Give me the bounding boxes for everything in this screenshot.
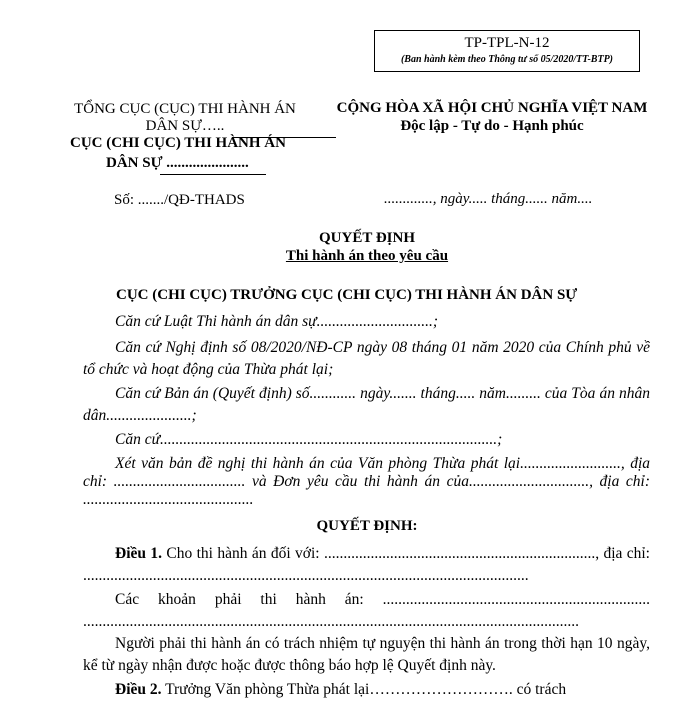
agency-parent-line1: TỔNG CỤC (CỤC) THI HÀNH ÁN: [74, 101, 296, 117]
payables-paragraph: [83, 589, 650, 633]
decision-number: Số: ......./QĐ-THADS: [114, 192, 245, 208]
legal-basis-4: [83, 429, 650, 451]
legal-basis-3-text: Căn cứ Bản án (Quyết định) số............ ngày....... tháng..... năm......... của Tòa án nhân dân......................;: [83, 385, 650, 424]
issuing-authority: CỤC (CHI CỤC) TRƯỞNG CỤC (CHI CỤC) THI HÀNH ÁN DÂN SỰ: [116, 287, 578, 303]
legal-basis-1: [83, 311, 650, 333]
agency-parent-line2: DÂN SỰ…..: [145, 118, 225, 134]
document-subtitle-text: Thi hành án theo yêu cầu: [285, 248, 449, 264]
legal-basis-3: [83, 383, 650, 427]
obligation-text: Người phải thi hành án có trách nhiệm tự nguyện thi hành án trong thời hạn 10 ngày, kể từ ngày nhận được hoặc được thông báo hợp lệ Quyết định này.: [83, 635, 650, 674]
legal-basis-2-text: Căn cứ Nghị định số 08/2020/NĐ-CP ngày 08 tháng 01 năm 2020 của Chính phủ về tổ chức và hoạt động của Thừa phát lại;: [83, 339, 650, 378]
legal-basis-1-text: Căn cứ Luật Thi hành án dân sự..............................;: [115, 313, 439, 330]
form-issuance-note: (Ban hành kèm theo Thông tư số 05/2020/TT-BTP): [400, 54, 614, 65]
agency-name-underline: [160, 174, 266, 175]
agency-name-line2: DÂN SỰ ......................: [106, 155, 249, 171]
agency-name-line1: CỤC (CHI CỤC) THI HÀNH ÁN: [70, 135, 286, 151]
article-2: [83, 679, 650, 701]
national-motto: Độc lập - Tự do - Hạnh phúc: [400, 118, 584, 134]
decision-date: ............., ngày..... tháng...... năm....: [384, 191, 593, 207]
decision-heading: QUYẾT ĐỊNH:: [316, 518, 418, 534]
form-code: TP-TPL-N-12: [464, 35, 550, 51]
payables-text: Các khoản phải thi hành án: ..................................................................... ................................................................................................................................: [83, 591, 650, 630]
legal-basis-2: [83, 337, 650, 381]
legal-basis-5-text: Xét văn bản đề nghị thi hành án của Văn phòng Thừa phát lại.........................., địa chỉ: .................................. và Đơn yêu cầu thi hành án của..............................., địa chỉ: ............................................: [83, 455, 650, 508]
article-2-label: Điều 2.: [115, 681, 162, 698]
article-1-text: Cho thi hành án đối với: ......................................................................, địa chỉ: ...................................................................................................................: [83, 545, 650, 584]
article-1-label: Điều 1.: [115, 545, 162, 562]
legal-basis-5: [83, 455, 650, 509]
article-1: [83, 543, 650, 587]
document-title: QUYẾT ĐỊNH: [319, 230, 415, 246]
article-2-text: Trưởng Văn phòng Thừa phát lại………………………. có trách: [161, 681, 567, 698]
national-title: CỘNG HÒA XÃ HỘI CHỦ NGHĨA VIỆT NAM: [336, 100, 648, 116]
legal-basis-4-text: Căn cứ.......................................................................................;: [115, 431, 503, 448]
obligation-paragraph: [83, 633, 650, 677]
form-code-box: [374, 30, 640, 72]
document-subtitle: [0, 248, 700, 265]
